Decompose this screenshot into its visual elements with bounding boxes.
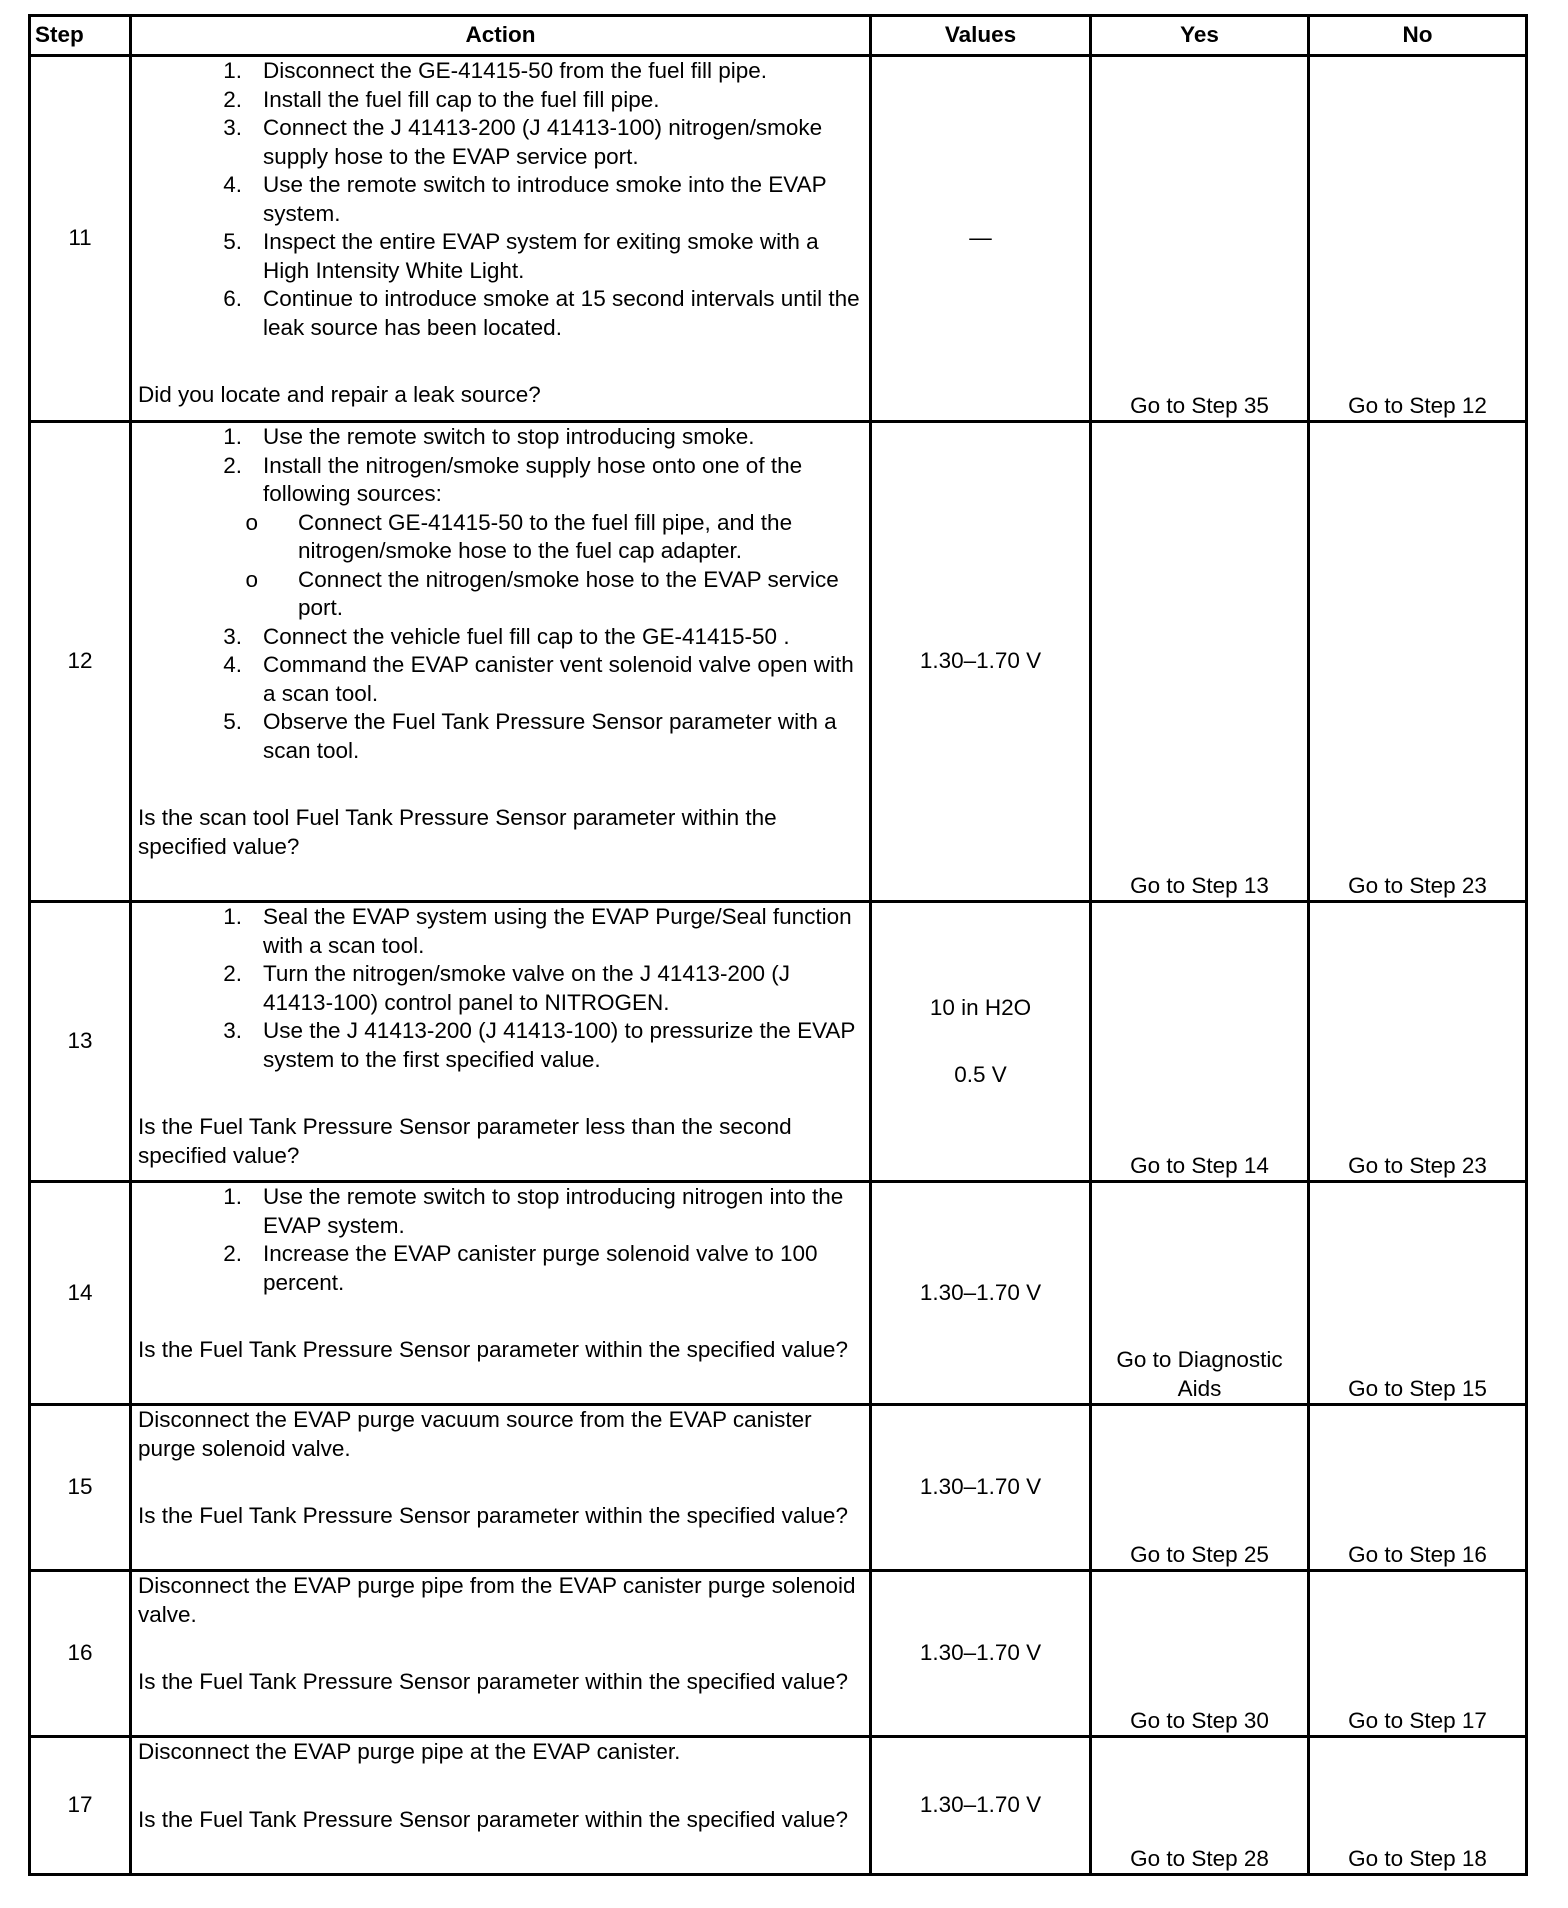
item-number: 2. <box>223 1241 242 1266</box>
action-text: Disconnect the EVAP purge vacuum source from the EVAP canister purge solenoid valve. <box>138 1407 812 1461</box>
procedure-list <box>138 1183 863 1297</box>
item-number: 1. <box>223 424 242 449</box>
procedure-item <box>138 960 863 1017</box>
bullet-icon: o <box>245 566 258 592</box>
question-text: Is the Fuel Tank Pressure Sensor parameter within the specified value? <box>138 1669 848 1694</box>
procedure-list-continued <box>138 623 863 766</box>
table-row-step-13 <box>30 902 1527 1182</box>
procedure-item <box>138 1017 863 1074</box>
procedure-list <box>138 423 863 509</box>
yes-action[interactable]: Go to Step 25 <box>1091 1405 1309 1571</box>
no-action[interactable]: Go to Step 12 <box>1309 56 1527 422</box>
spec-value: — <box>969 225 992 251</box>
step-number: 14 <box>30 1182 131 1405</box>
item-text: Inspect the entire EVAP system for exiting smoke with a High Intensity White Light. <box>263 229 819 283</box>
item-number: 5. <box>223 229 242 254</box>
spec-value: 1.30–1.70 V <box>919 1279 1042 1305</box>
no-action[interactable]: Go to Step 17 <box>1309 1571 1527 1737</box>
header-action: Action <box>131 16 871 56</box>
header-step: Step <box>30 16 131 56</box>
question-text: Is the Fuel Tank Pressure Sensor parameter less than the second specified value? <box>138 1114 792 1168</box>
item-number: 3. <box>223 623 242 649</box>
table-row-step-16 <box>30 1571 1527 1737</box>
action-text: Disconnect the EVAP purge pipe at the EVAP canister. <box>138 1739 681 1764</box>
action-cell <box>131 1737 871 1875</box>
step-number: 13 <box>30 902 131 1182</box>
yes-action[interactable]: Go to Step 35 <box>1091 56 1309 422</box>
spec-value: 1.30–1.70 V <box>919 1640 1042 1666</box>
sub-option-text: Connect GE-41415-50 to the fuel fill pipe, and the nitrogen/smoke hose to the fuel cap adapter. <box>298 509 793 563</box>
item-text: Install the fuel fill cap to the fuel fill pipe. <box>263 86 660 112</box>
spec-value-first: 10 in H2O <box>929 995 1032 1020</box>
spec-value-second: 0.5 V <box>954 1061 1007 1087</box>
header-values: Values <box>871 16 1091 56</box>
header-yes: Yes <box>1091 16 1309 56</box>
procedure-item <box>138 1183 863 1240</box>
item-text: Connect the vehicle fuel fill cap to the GE-41415-50 . <box>263 623 790 649</box>
step-number: 17 <box>30 1737 131 1875</box>
question-text: Is the Fuel Tank Pressure Sensor parameter within the specified value? <box>138 1503 848 1528</box>
yes-action[interactable]: Go to Step 28 <box>1091 1737 1309 1875</box>
item-number: 3. <box>223 115 242 140</box>
item-number: 3. <box>223 1018 242 1043</box>
diagnostic-steps-table <box>28 14 1528 1876</box>
item-text: Use the remote switch to introduce smoke into the EVAP system. <box>263 172 827 226</box>
action-cell <box>131 902 871 1182</box>
value-cell <box>871 422 1091 902</box>
question-text: Is the Fuel Tank Pressure Sensor parameter within the specified value? <box>138 1806 848 1832</box>
value-cell <box>871 1737 1091 1875</box>
table-header-row <box>30 16 1527 56</box>
item-number: 4. <box>223 172 242 197</box>
spec-value: 1.30–1.70 V <box>919 1474 1042 1500</box>
item-text: Turn the nitrogen/smoke valve on the J 41413-200 (J 41413-100) control panel to NITROGEN. <box>263 961 790 1015</box>
step-number: 12 <box>30 422 131 902</box>
step-number: 11 <box>30 56 131 422</box>
procedure-item <box>138 903 863 960</box>
item-text: Increase the EVAP canister purge solenoid valve to 100 percent. <box>263 1241 818 1295</box>
diagnostic-table-page <box>28 14 1528 1876</box>
procedure-item <box>138 423 863 452</box>
value-cell <box>871 1182 1091 1405</box>
table-row-step-14 <box>30 1182 1527 1405</box>
procedure-item <box>138 285 863 342</box>
item-number: 1. <box>223 1184 242 1209</box>
no-action[interactable]: Go to Step 23 <box>1309 422 1527 902</box>
table-row-step-11 <box>30 56 1527 422</box>
item-text: Use the remote switch to stop introducing smoke. <box>263 424 755 449</box>
question-text: Did you locate and repair a leak source? <box>138 382 541 407</box>
step-number: 16 <box>30 1571 131 1737</box>
item-number: 2. <box>223 452 242 478</box>
item-number: 5. <box>223 709 242 734</box>
no-action[interactable]: Go to Step 18 <box>1309 1737 1527 1875</box>
action-cell <box>131 1182 871 1405</box>
procedure-item <box>138 171 863 228</box>
value-cell <box>871 56 1091 422</box>
sub-option-text: Connect the nitrogen/smoke hose to the EVAP service port. <box>298 566 839 620</box>
yes-action[interactable]: Go to Diagnostic Aids <box>1091 1182 1309 1405</box>
question-text: Is the scan tool Fuel Tank Pressure Sensor parameter within the specified value? <box>138 805 777 859</box>
value-cell <box>871 902 1091 1182</box>
sub-option-list <box>138 509 863 623</box>
table-row-step-17 <box>30 1737 1527 1875</box>
procedure-item <box>138 228 863 285</box>
spec-value: 1.30–1.70 V <box>919 648 1042 674</box>
sub-option <box>138 509 863 566</box>
procedure-item <box>138 452 863 509</box>
question-text: Is the Fuel Tank Pressure Sensor parameter within the specified value? <box>138 1337 848 1362</box>
item-text: Use the remote switch to stop introducing nitrogen into the EVAP system. <box>263 1184 844 1238</box>
action-cell <box>131 1405 871 1571</box>
procedure-item <box>138 57 863 86</box>
procedure-item <box>138 1240 863 1297</box>
item-text: Connect the J 41413-200 (J 41413-100) nitrogen/smoke supply hose to the EVAP service port. <box>263 115 823 169</box>
item-number: 2. <box>223 961 242 986</box>
item-text: Command the EVAP canister vent solenoid valve open with a scan tool. <box>263 652 854 706</box>
procedure-item <box>138 708 863 765</box>
item-number: 2. <box>223 86 242 112</box>
table-row-step-15 <box>30 1405 1527 1571</box>
procedure-item <box>138 114 863 171</box>
item-number: 4. <box>223 652 242 677</box>
action-cell <box>131 422 871 902</box>
procedure-item <box>138 651 863 708</box>
item-number: 1. <box>223 904 242 929</box>
item-text: Install the nitrogen/smoke supply hose onto one of the following sources: <box>263 452 803 506</box>
procedure-item <box>138 86 863 115</box>
sub-option <box>138 566 863 623</box>
procedure-list <box>138 903 863 1074</box>
no-action[interactable]: Go to Step 15 <box>1309 1182 1527 1405</box>
item-text: Use the J 41413-200 (J 41413-100) to pressurize the EVAP system to the first specified value. <box>263 1018 856 1072</box>
no-action[interactable]: Go to Step 23 <box>1309 902 1527 1182</box>
no-action[interactable]: Go to Step 16 <box>1309 1405 1527 1571</box>
action-cell <box>131 1571 871 1737</box>
spec-value: 1.30–1.70 V <box>919 1792 1042 1818</box>
bullet-icon: o <box>245 509 258 535</box>
action-text: Disconnect the EVAP purge pipe from the EVAP canister purge solenoid valve. <box>138 1573 856 1627</box>
step-number: 15 <box>30 1405 131 1571</box>
item-text: Disconnect the GE-41415-50 from the fuel fill pipe. <box>263 58 768 83</box>
header-no: No <box>1309 16 1527 56</box>
action-cell <box>131 56 871 422</box>
yes-action[interactable]: Go to Step 30 <box>1091 1571 1309 1737</box>
table-row-step-12 <box>30 422 1527 902</box>
item-text: Observe the Fuel Tank Pressure Sensor parameter with a scan tool. <box>263 709 837 763</box>
item-number: 1. <box>223 58 242 83</box>
item-text: Continue to introduce smoke at 15 second intervals until the leak source has been located. <box>263 286 860 340</box>
value-cell <box>871 1405 1091 1571</box>
procedure-item <box>138 623 863 652</box>
yes-action[interactable]: Go to Step 14 <box>1091 902 1309 1182</box>
procedure-list <box>138 57 863 342</box>
item-text: Seal the EVAP system using the EVAP Purge/Seal function with a scan tool. <box>263 904 852 958</box>
yes-action[interactable]: Go to Step 13 <box>1091 422 1309 902</box>
value-cell <box>871 1571 1091 1737</box>
item-number: 6. <box>223 286 242 311</box>
